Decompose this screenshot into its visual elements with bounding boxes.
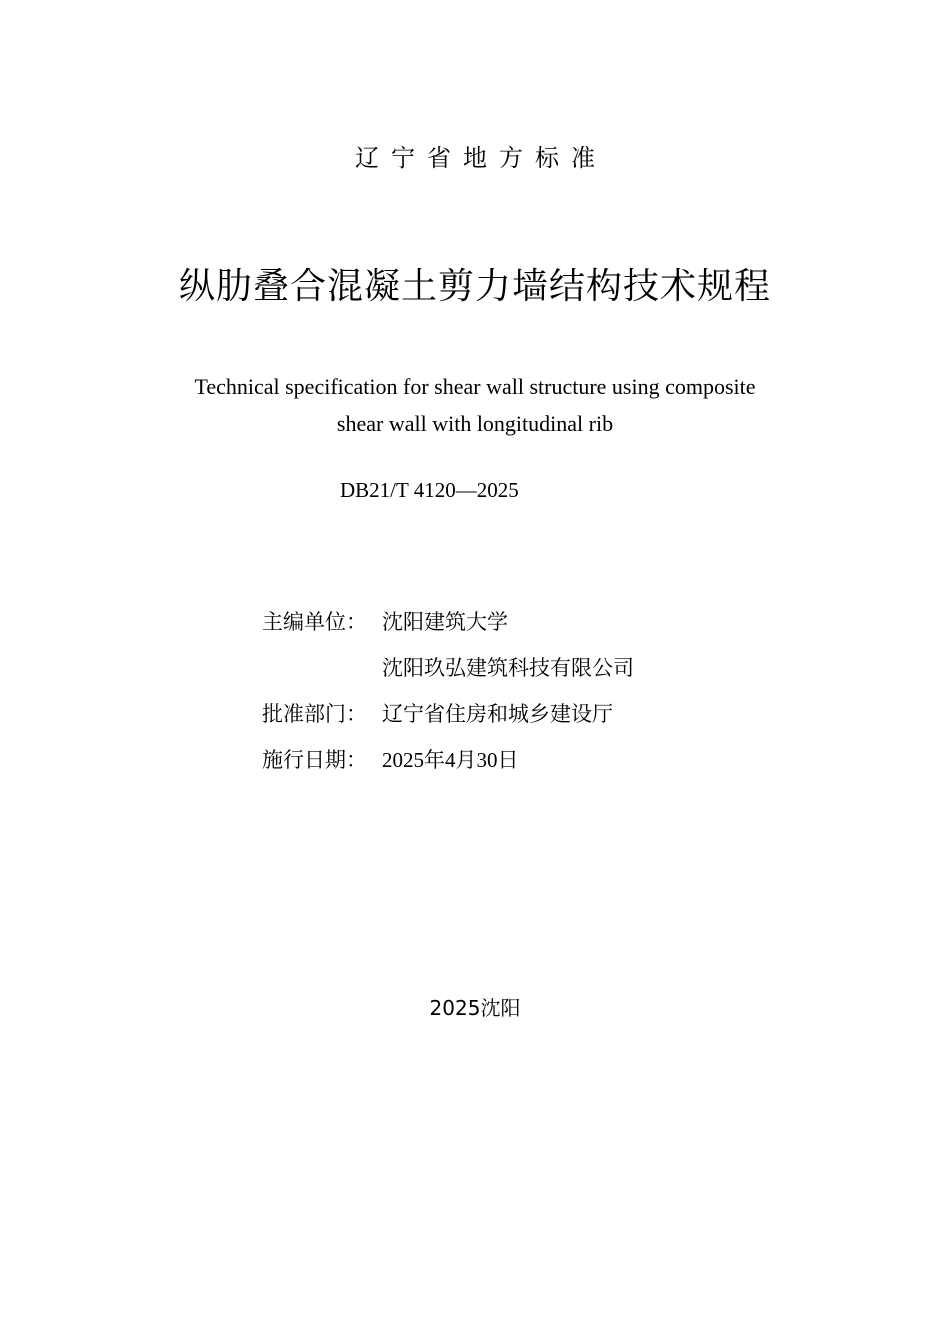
editor-row-2 [262,644,634,690]
publication-info [262,598,634,782]
english-title-line-1: Technical specification for shear wall structure using composite [194,374,756,399]
standard-type-heading: 辽宁省地方标准 [355,144,607,172]
editor-label: 主编单位： [262,610,367,634]
document-title-english [0,368,950,442]
publication-year-place: 2025沈阳 [429,996,521,1020]
editor-row [262,598,634,644]
effective-date-label: 施行日期： [262,748,367,772]
editor-value-2: 沈阳玖弘建筑科技有限公司 [382,656,634,680]
approver-label: 批准部门： [262,702,367,726]
editor-value-1: 沈阳建筑大学 [382,610,508,634]
effective-date-row [262,736,634,782]
document-title-chinese: 纵肋叠合混凝土剪力墙结构技术规程 [178,266,771,307]
standard-code: DB21/T 4120—2025 [340,478,519,502]
approver-value: 辽宁省住房和城乡建设厅 [382,702,613,726]
effective-date-value: 2025年4月30日 [382,748,519,772]
english-title-line-2: shear wall with longitudinal rib [336,411,614,436]
approver-row [262,690,634,736]
